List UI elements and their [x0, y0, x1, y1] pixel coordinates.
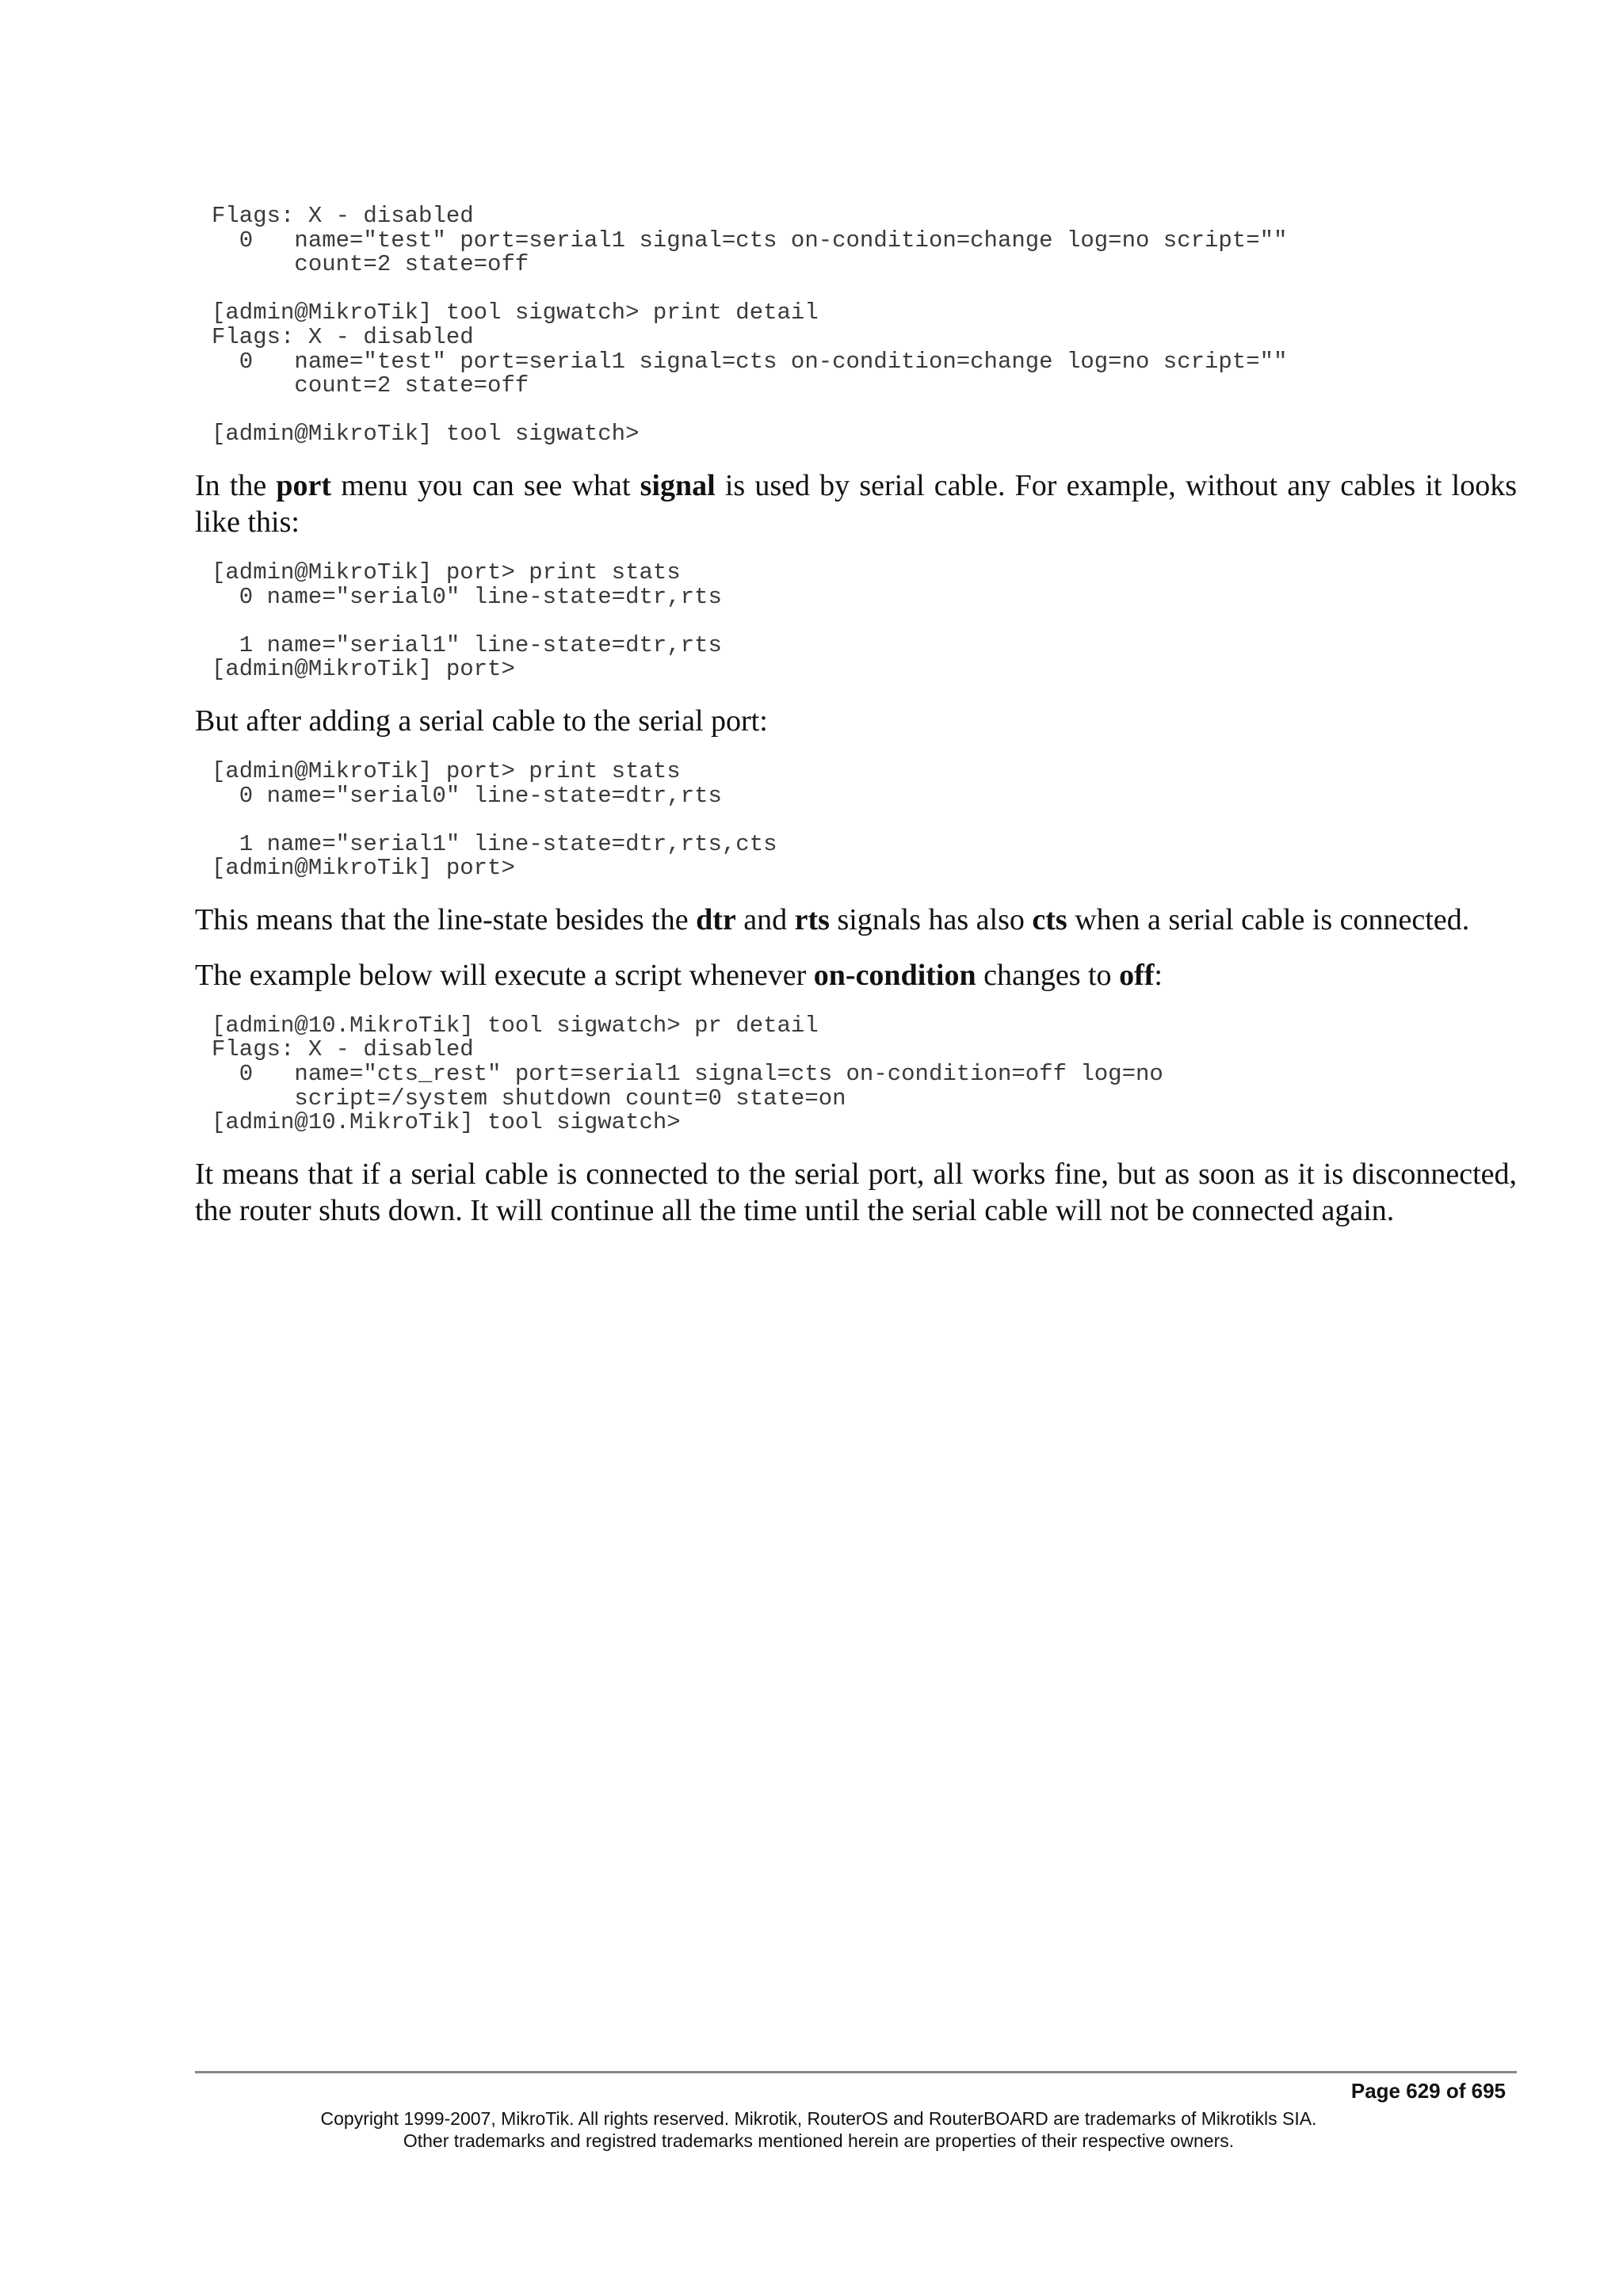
paragraph-after-adding-cable — [195, 703, 1517, 739]
bold-term: port — [276, 468, 332, 502]
text-run: This means that the line-state besides the — [195, 902, 697, 936]
code-line: Flags: X - disabled — [212, 203, 474, 229]
code-line: [admin@MikroTik] tool sigwatch> — [212, 421, 640, 448]
footer-divider — [195, 2071, 1517, 2073]
text-run: : — [1154, 958, 1163, 992]
text-run: In the — [195, 468, 277, 502]
paragraph-example-intro — [195, 957, 1517, 994]
code-line: 1 name="serial1" line-state=dtr,rts — [212, 631, 722, 658]
code-line: [admin@MikroTik] port> print stats — [212, 757, 681, 784]
bold-term: on-condition — [813, 958, 976, 992]
code-block-sigwatch-print — [212, 204, 1517, 447]
bold-term: signal — [640, 468, 716, 502]
code-line — [212, 399, 1517, 423]
code-line: 1 name="serial1" line-state=dtr,rts,cts — [212, 830, 777, 857]
footer-copyright — [195, 2107, 1442, 2152]
text-run: changes to — [976, 958, 1120, 992]
code-line: [admin@10.MikroTik] tool sigwatch> — [212, 1109, 681, 1136]
paragraph-conclusion — [195, 1156, 1517, 1229]
paragraph-line-state-meaning — [195, 902, 1517, 938]
code-line: 0 name="cts_rest" port=serial1 signal=cts on-condition=off log=no — [212, 1061, 1163, 1088]
trademark-line: Other trademarks and registred trademarks mentioned herein are properties of their respective owners. — [403, 2130, 1235, 2151]
page-content — [195, 204, 1517, 1229]
code-line — [212, 609, 1517, 634]
bold-term: cts — [1032, 902, 1067, 936]
code-block-port-stats-after — [212, 757, 1517, 882]
text-run: and — [735, 902, 795, 936]
code-line: 0 name="test" port=serial1 signal=cts on-condition=change log=no script="" — [212, 348, 1288, 375]
code-line: Flags: X - disabled — [212, 1036, 474, 1063]
code-line: count=2 state=off — [212, 372, 529, 399]
code-line: [admin@MikroTik] tool sigwatch> print detail — [212, 299, 819, 326]
code-line: [admin@10.MikroTik] tool sigwatch> pr detail — [212, 1012, 819, 1039]
code-line: 0 name="serial0" line-state=dtr,rts — [212, 782, 722, 809]
code-line: 0 name="serial0" line-state=dtr,rts — [212, 583, 722, 610]
bold-term: rts — [794, 902, 830, 936]
text-run: The example below will execute a script whenever — [195, 958, 814, 992]
code-line — [212, 808, 1517, 833]
text-run: when a serial cable is connected. — [1067, 902, 1470, 936]
text-run: It means that if a serial cable is connected to the serial port, all works fine, but as soon as it is disconnected, the router shuts down. It will continue all the time until the serial cable will not be connected again. — [195, 1157, 1517, 1227]
copyright-line: Copyright 1999-2007, MikroTik. All rights reserved. Mikrotik, RouterOS and RouterBOARD are trademarks of Mikrotikls SIA. — [320, 2108, 1317, 2129]
code-line — [212, 277, 1517, 302]
code-line: [admin@MikroTik] port> — [212, 855, 515, 882]
code-block-sigwatch-example — [212, 1014, 1517, 1135]
code-line: script=/system shutdown count=0 state=on — [212, 1085, 846, 1112]
bold-term: dtr — [696, 902, 736, 936]
code-line: [admin@MikroTik] port> — [212, 656, 515, 683]
code-block-port-stats-before — [212, 561, 1517, 682]
text-run: But after adding a serial cable to the serial port: — [195, 704, 768, 738]
code-line: [admin@MikroTik] port> print stats — [212, 559, 681, 585]
page-number: Page 629 of 695 — [1350, 2079, 1506, 2103]
text-run: is used by serial cable. For example, without any cables it looks like this: — [195, 468, 1518, 539]
paragraph-port-menu — [195, 467, 1517, 540]
text-run: menu you can see what — [331, 468, 640, 502]
bold-term: off — [1119, 958, 1155, 992]
code-line: Flags: X - disabled — [212, 323, 474, 350]
code-line: count=2 state=off — [212, 251, 529, 278]
code-line: 0 name="test" port=serial1 signal=cts on-condition=change log=no script="" — [212, 227, 1288, 254]
text-run: signals has also — [829, 902, 1033, 936]
